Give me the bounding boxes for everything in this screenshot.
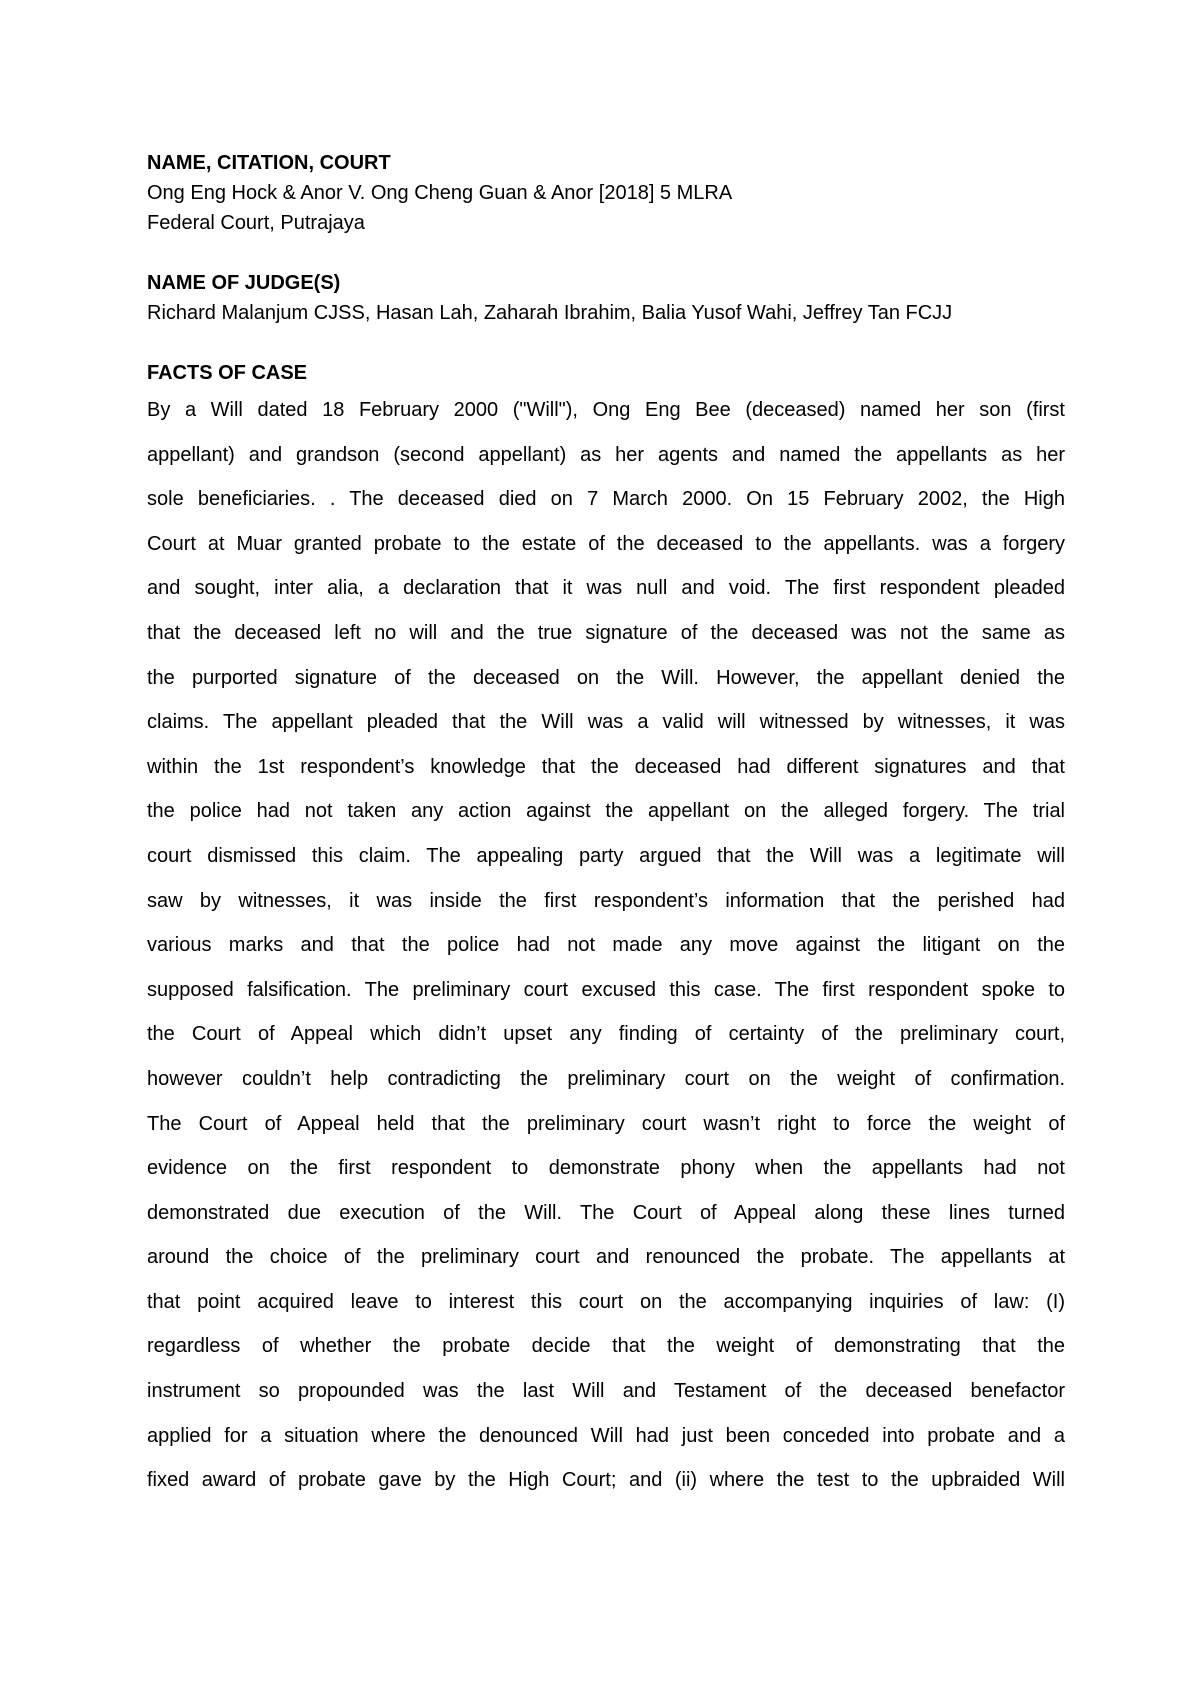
- case-citation: Ong Eng Hock & Anor V. Ong Cheng Guan & Anor [2018] 5 MLRA: [147, 182, 733, 204]
- facts-line: regardless of whether the probate decide that the weight of demonstrating that the: [147, 1335, 1065, 1358]
- facts-line: appellant) and grandson (second appellant) as her agents and named the appellants as her: [147, 443, 1065, 466]
- facts-line: that the deceased left no will and the true signature of the deceased was not the same as: [147, 621, 1065, 644]
- facts-line: evidence on the first respondent to demonstrate phony when the appellants had not: [147, 1157, 1065, 1180]
- section-citation: [147, 148, 1065, 238]
- facts-line: the purported signature of the deceased on the Will. However, the appellant denied the: [147, 666, 1065, 689]
- facts-line: By a Will dated 18 February 2000 ("Will"), Ong Eng Bee (deceased) named her son (first: [147, 399, 1065, 421]
- facts-line: court dismissed this claim. The appealing party argued that the Will was a legitimate will: [147, 844, 1065, 867]
- section-heading-facts: FACTS OF CASE: [147, 362, 308, 384]
- facts-line: Court at Muar granted probate to the estate of the deceased to the appellants. was a forgery: [147, 532, 1065, 555]
- judges-list: Richard Malanjum CJSS, Hasan Lah, Zaharah Ibrahim, Balia Yusof Wahi, Jeffrey Tan FCJJ: [147, 302, 953, 324]
- facts-line: fixed award of probate gave by the High Court; and (ii) where the test to the upbraided Will: [147, 1469, 1065, 1492]
- court-name: Federal Court, Putrajaya: [147, 212, 365, 234]
- spacer: [147, 238, 1065, 268]
- facts-line: and sought, inter alia, a declaration that it was null and void. The first respondent pleaded: [147, 577, 1065, 600]
- section-facts: [147, 358, 1065, 1503]
- facts-line: demonstrated due execution of the Will. The Court of Appeal along these lines turned: [147, 1201, 1065, 1224]
- facts-line: claims. The appellant pleaded that the Will was a valid will witnessed by witnesses, it was: [147, 711, 1065, 734]
- facts-line: various marks and that the police had not made any move against the litigant on the: [147, 934, 1065, 957]
- facts-line: supposed falsification. The preliminary court excused this case. The first respondent spoke to: [147, 978, 1065, 1001]
- facts-line: however couldn’t help contradicting the preliminary court on the weight of confirmation.: [147, 1067, 1065, 1090]
- section-judges: [147, 268, 1065, 328]
- spacer: [147, 328, 1065, 358]
- facts-line: applied for a situation where the denounced Will had just been conceded into probate and a: [147, 1424, 1065, 1447]
- facts-line: the Court of Appeal which didn’t upset any finding of certainty of the preliminary court,: [147, 1023, 1065, 1046]
- facts-line: that point acquired leave to interest this court on the accompanying inquiries of law: (I): [147, 1290, 1065, 1313]
- facts-line: sole beneficiaries. . The deceased died on 7 March 2000. On 15 February 2002, the High: [147, 488, 1065, 511]
- facts-line: the police had not taken any action against the appellant on the alleged forgery. The trial: [147, 800, 1065, 823]
- section-heading-judges: NAME OF JUDGE(S): [147, 272, 341, 294]
- facts-line: instrument so propounded was the last Will and Testament of the deceased benefactor: [147, 1380, 1065, 1403]
- facts-line: around the choice of the preliminary court and renounced the probate. The appellants at: [147, 1246, 1065, 1269]
- facts-line: The Court of Appeal held that the preliminary court wasn’t right to force the weight of: [147, 1112, 1065, 1135]
- document-page: [147, 148, 1065, 1503]
- facts-line: saw by witnesses, it was inside the first respondent’s information that the perished had: [147, 889, 1065, 912]
- facts-paragraph: [147, 388, 1065, 1503]
- section-heading-citation: NAME, CITATION, COURT: [147, 152, 391, 174]
- facts-line: within the 1st respondent’s knowledge that the deceased had different signatures and that: [147, 755, 1065, 778]
